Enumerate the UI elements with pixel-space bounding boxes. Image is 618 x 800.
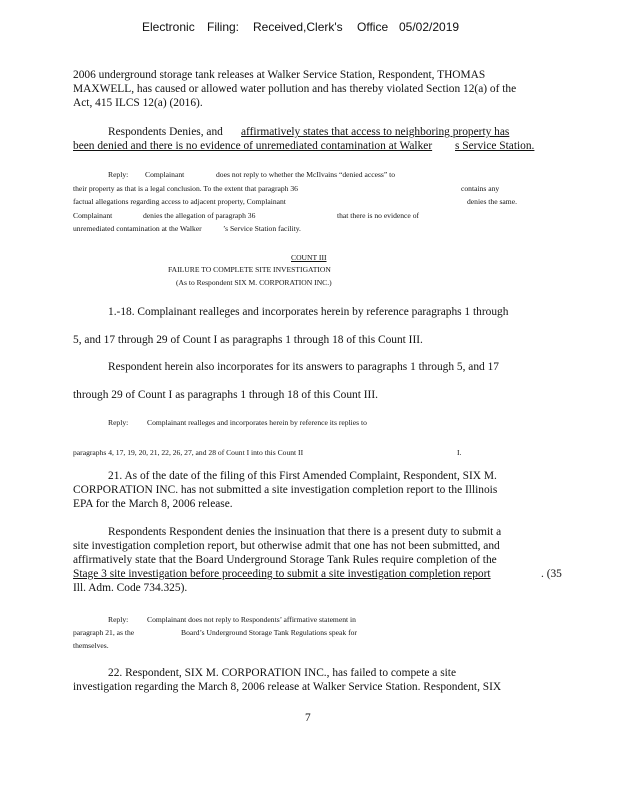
answer-2-line3: affirmatively state that the Board Underground Storage Tank Rules require completion of the [73, 554, 497, 566]
para-21-line1: 21. As of the date of the filing of this First Amended Complaint, Respondent, SIX M. [108, 470, 497, 482]
para-top-line1: 2006 underground storage tank releases at Walker Service Station, Respondent, THOMAS [73, 69, 486, 81]
page-number: 7 [305, 712, 311, 724]
answer-1-line2-a: been denied and there is no evidence of unremediated contamination at Walker [73, 140, 433, 152]
para-1-18-line1: 1.-18. Complainant realleges and incorporates herein by reference paragraphs 1 through [108, 306, 509, 318]
reply-1-l2-b: contains any [461, 184, 500, 193]
reply-2-l2-a: paragraphs 4, 17, 19, 20, 21, 22, 26, 27, and 28 of Count I into this Count II [73, 448, 304, 457]
count-respondent: (As to Respondent SIX M. CORPORATION INC.) [176, 278, 332, 287]
header-electronic: Electronic [142, 20, 195, 34]
reply-1-label: Reply: [108, 170, 129, 179]
para-21-line3: EPA for the March 8, 2006 release. [73, 498, 233, 510]
answer-1-line2-b: s Service Station. [455, 140, 535, 152]
answer-2-line5: Ill. Adm. Code 734.325). [73, 582, 188, 594]
reply-1-l2-a: their property as that is a legal conclusion. To the extent that paragraph 36 [73, 184, 298, 193]
reply-1-l4-a: Complainant [73, 211, 113, 220]
reply-1-l3-b: denies the same. [467, 197, 517, 206]
answer-2-line4-a: Stage 3 site investigation before proceeding to submit a site investigation completion report [73, 568, 491, 580]
reply-3-l3: themselves. [73, 641, 109, 650]
reply-2-l1-b: Complainant realleges and incorporates herein by reference its replies to [147, 418, 367, 427]
reply-3-l2-b: Board’s Underground Storage Tank Regulations speak for [181, 628, 357, 637]
answer-2-line4-b: . (35 [541, 568, 562, 580]
reply-2-label: Reply: [108, 418, 129, 427]
reply-3-label: Reply: [108, 615, 129, 624]
para-top-line3: Act, 415 ILCS 12(a) (2016). [73, 97, 203, 109]
para-21-line2: CORPORATION INC. has not submitted a site investigation completion report to the Illinois [73, 484, 498, 496]
reply-3-l2-a: paragraph 21, as the [73, 628, 135, 637]
para-1-18-line2: 5, and 17 through 29 of Count I as paragraphs 1 through 18 of this Count III. [73, 334, 423, 346]
count-subtitle: FAILURE TO COMPLETE SITE INVESTIGATION [168, 265, 331, 274]
reply-2-l2-b: I. [457, 448, 462, 457]
reply-1-l5-b: ’s Service Station facility. [223, 224, 301, 233]
answer-2-line2: site investigation completion report, but otherwise admit that one has not been submitted, and [73, 540, 500, 552]
answer-2-line1: Respondents Respondent denies the insinuation that there is a present duty to submit a [108, 526, 502, 538]
header-office: Office [357, 20, 389, 34]
reply-1-l4-c: that there is no evidence of [337, 211, 420, 220]
para-22-line1: 22. Respondent, SIX M. CORPORATION INC., has failed to compete a site [108, 667, 457, 679]
header-received: Received,Clerk's [253, 20, 343, 34]
reply-1-l5-a: unremediated contamination at the Walker [73, 224, 202, 233]
header-filing: Filing: [207, 20, 240, 34]
header-date: 05/02/2019 [399, 20, 460, 34]
resp-incorp-line1: Respondent herein also incorporates for its answers to paragraphs 1 through 5, and 17 [108, 361, 499, 373]
reply-3-l1-b: Complainant does not reply to Respondents’ affirmative statement in [147, 615, 356, 624]
count-title: COUNT III [291, 253, 327, 262]
answer-1-line1-a: Respondents Denies, and [108, 126, 223, 138]
reply-1-l1-c: does not reply to whether the McIlvains “denied access” to [216, 170, 396, 179]
resp-incorp-line2: through 29 of Count I as paragraphs 1 through 18 of this Count III. [73, 389, 378, 401]
reply-1-l3-a: factual allegations regarding access to adjacent property, Complainant [73, 197, 286, 206]
para-22-line2: investigation regarding the March 8, 2006 release at Walker Service Station. Respondent, SIX [73, 681, 502, 693]
reply-1-l4-b: denies the allegation of paragraph 36 [143, 211, 256, 220]
para-top-line2: MAXWELL, has caused or allowed water pollution and has thereby violated Section 12(a) of the [73, 83, 517, 95]
reply-1-l1-b: Complainant [145, 170, 185, 179]
answer-1-line1-b: affirmatively states that access to neighboring property has [241, 126, 510, 138]
